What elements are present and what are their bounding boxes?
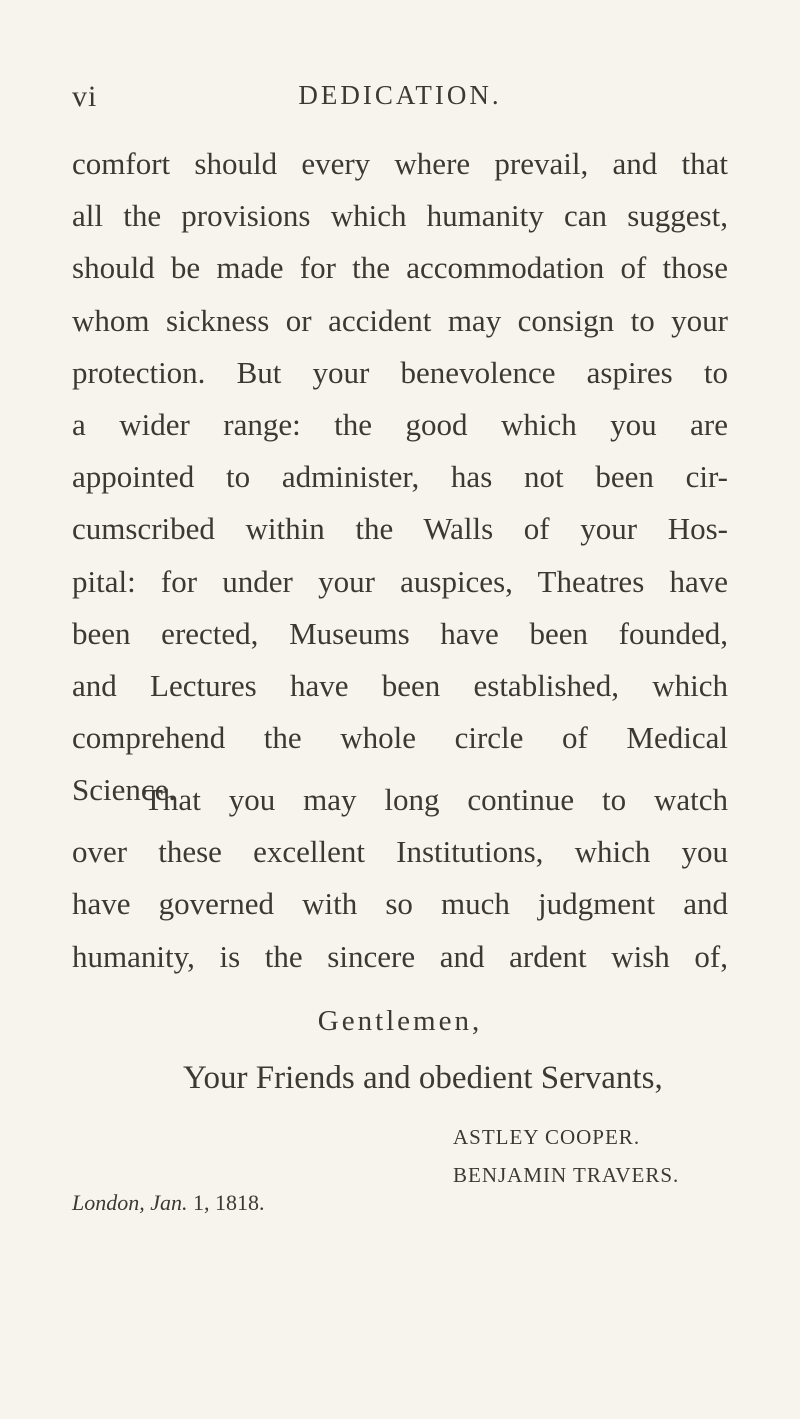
text-line: have governed with so much judgment and: [72, 886, 728, 922]
text-line: cumscribed within the Walls of your Hos-: [72, 511, 728, 547]
text-line: protection. But your benevolence aspires to: [72, 354, 728, 390]
text-line: Science.: [72, 772, 177, 808]
text-line: should be made for the accommodation of those: [72, 250, 728, 286]
page-number: vi: [72, 80, 98, 113]
text-line: whom sickness or accident may consign to your: [72, 302, 728, 338]
date: 1, 1818.: [193, 1190, 265, 1215]
signatory-name: BENJAMIN TRAVERS.: [453, 1163, 680, 1187]
salutation: Gentlemen,: [317, 1005, 483, 1037]
text-line: and Lectures have been established, which: [72, 667, 728, 703]
text-line: comfort should every where prevail, and that: [72, 146, 728, 181]
text-line: over these excellent Institutions, which you: [72, 834, 728, 870]
closing-line: Your Friends and obedient Servants,: [183, 1060, 663, 1096]
signatory-name: ASTLEY COOPER.: [453, 1125, 641, 1149]
place: London,: [72, 1190, 145, 1215]
text-line: humanity, is the sincere and ardent wish of,: [72, 938, 728, 974]
text-line: been erected, Museums have been founded,: [72, 615, 728, 651]
text-line: all the provisions which humanity can suggest,: [72, 198, 728, 234]
month: Jan.: [150, 1190, 188, 1215]
dedication-paragraph-2: [72, 774, 728, 983]
text-line: pital: for under your auspices, Theatres have: [72, 563, 728, 599]
place-and-date: [72, 1190, 265, 1216]
text-line: That you may long continue to watch: [144, 782, 728, 817]
running-head: DEDICATION.: [298, 80, 502, 110]
text-line: comprehend the whole circle of Medical: [72, 720, 728, 756]
text-line: appointed to administer, has not been cir-: [72, 459, 728, 495]
page-header: [72, 80, 728, 120]
text-line: a wider range: the good which you are: [72, 406, 728, 442]
dedication-paragraph-1: [72, 138, 728, 816]
